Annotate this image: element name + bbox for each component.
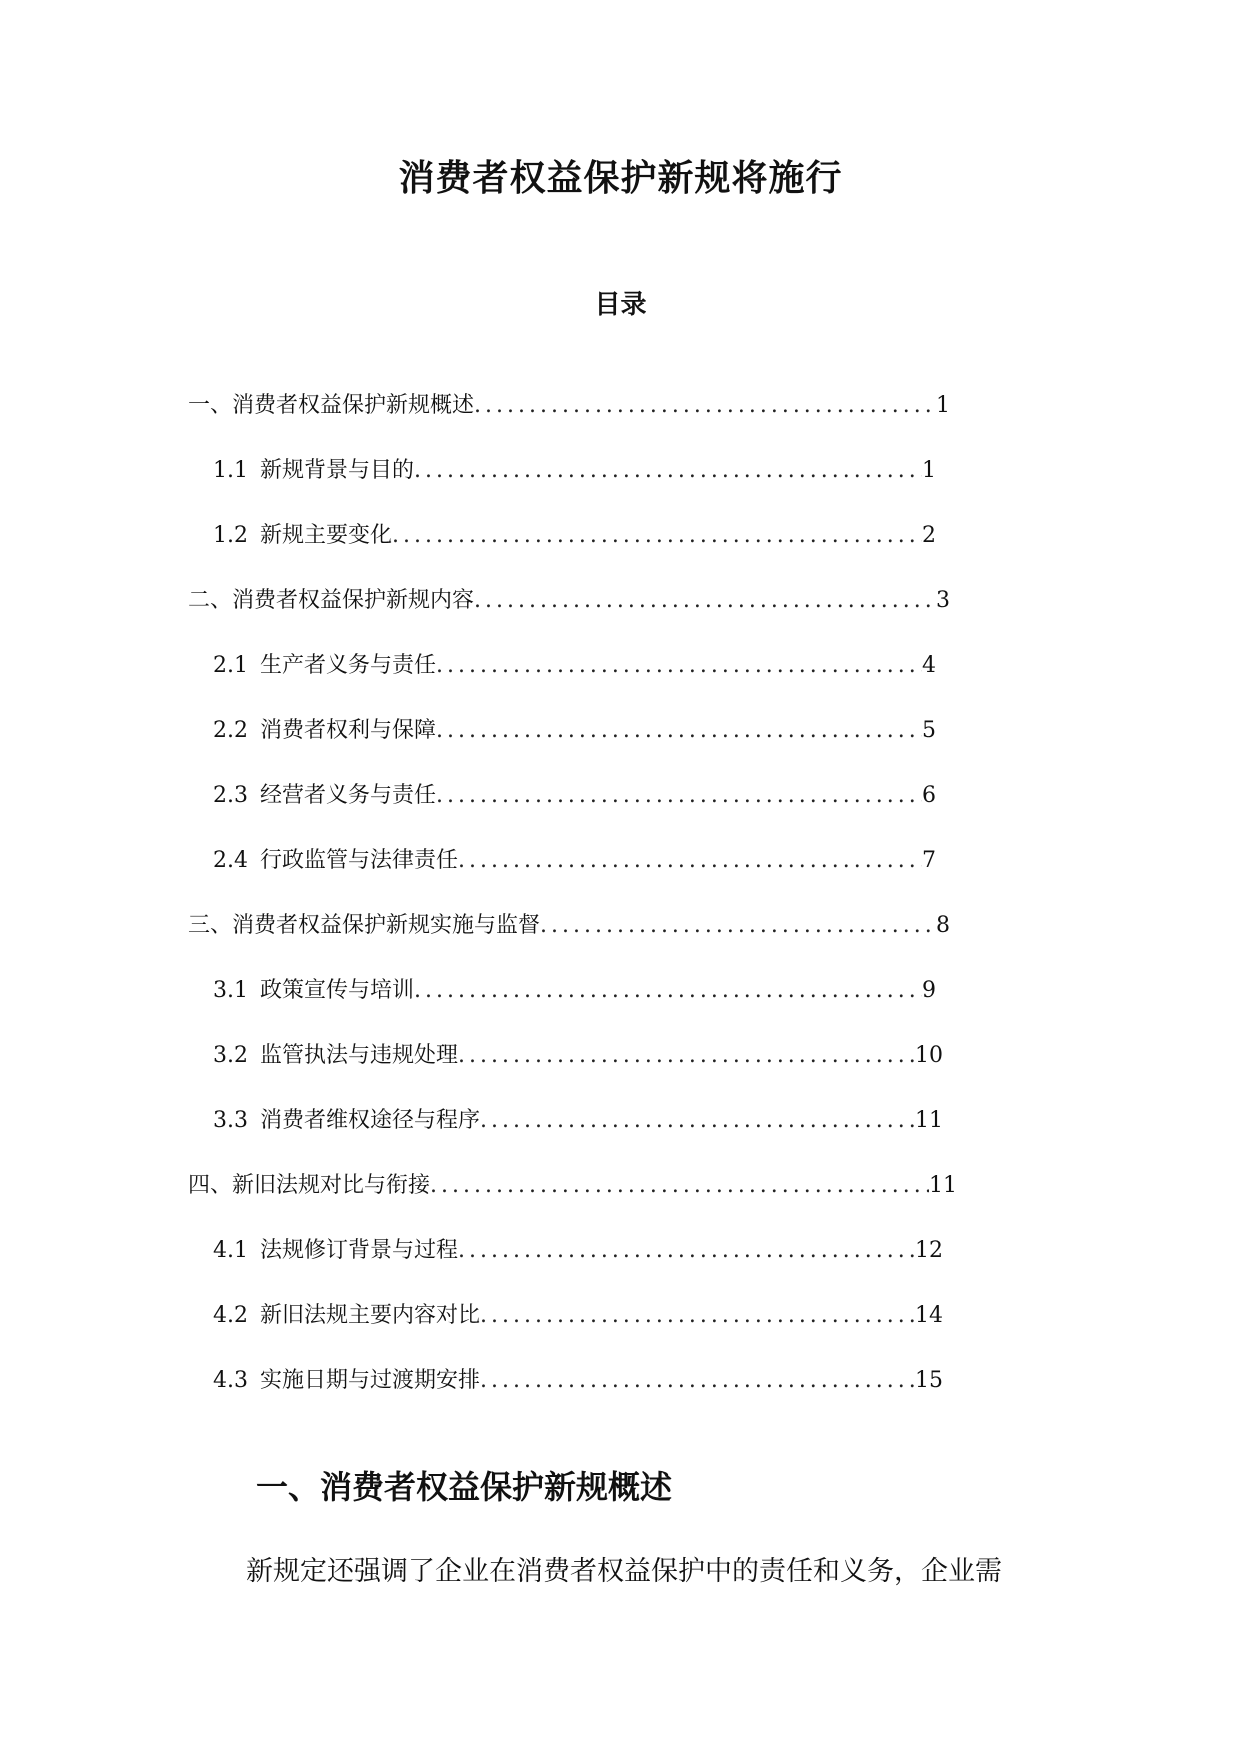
toc-page-number: 1: [936, 393, 950, 418]
toc-heading: 目录: [594, 290, 647, 320]
toc-entry-1[interactable]: [188, 386, 950, 426]
toc-leader-dots: [458, 1231, 915, 1271]
toc-leader-dots: [474, 581, 936, 621]
toc-entry-label: 经营者义务与责任: [260, 783, 437, 808]
toc-page-number: 8: [936, 913, 950, 938]
toc-entry-3-2[interactable]: [213, 1036, 943, 1076]
toc-page-number: 3: [936, 588, 950, 613]
toc-entry-label: 新规主要变化: [260, 523, 393, 548]
toc-entry-2[interactable]: [188, 581, 950, 621]
toc-entry-2-1[interactable]: [213, 646, 936, 686]
toc-entry-label: 政策宣传与培训: [260, 978, 415, 1003]
toc-entry-number: 2.2: [213, 718, 248, 743]
toc-leader-dots: [436, 776, 922, 816]
toc-page-number: 1: [922, 458, 936, 483]
toc-page-number: 12: [915, 1238, 943, 1263]
toc-entry-1-2[interactable]: [213, 516, 936, 556]
toc-entry-2-4[interactable]: [213, 841, 936, 881]
toc-entry-number: 2.1: [213, 653, 248, 678]
toc-entry-2-2[interactable]: [213, 711, 936, 751]
toc-entry-number: 1.2: [213, 523, 248, 548]
toc-leader-dots: [430, 1166, 929, 1206]
toc-entry-label: 生产者义务与责任: [260, 653, 437, 678]
toc-page-number: 9: [922, 978, 936, 1003]
toc-leader-dots: [474, 386, 936, 426]
toc-leader-dots: [480, 1296, 915, 1336]
toc-entry-3-3[interactable]: [213, 1101, 943, 1141]
toc-leader-dots: [458, 1036, 915, 1076]
toc-leader-dots: [458, 841, 922, 881]
toc-page-number: 2: [922, 523, 936, 548]
toc-entry-4-2[interactable]: [213, 1296, 943, 1336]
toc-entry-number: 3.3: [213, 1108, 248, 1133]
toc-leader-dots: [540, 906, 936, 946]
toc-leader-dots: [436, 711, 922, 751]
toc-entry-2-3[interactable]: [213, 776, 936, 816]
toc-entry-number: 4.1: [213, 1238, 248, 1263]
toc-entry-number: 4.2: [213, 1303, 248, 1328]
toc-entry-3-1[interactable]: [213, 971, 936, 1011]
toc-entry-label: 一、消费者权益保护新规概述: [188, 393, 475, 418]
toc-entry-label: 新旧法规主要内容对比: [260, 1303, 481, 1328]
toc-page-number: 5: [922, 718, 936, 743]
toc-entry-number: 3.1: [213, 978, 248, 1003]
toc-page-number: 10: [915, 1043, 943, 1068]
toc-entry-number: 3.2: [213, 1043, 248, 1068]
toc-page-number: 11: [915, 1108, 943, 1133]
toc-entry-label: 行政监管与法律责任: [260, 848, 459, 873]
toc-entry-4-3[interactable]: [213, 1361, 943, 1401]
toc-leader-dots: [414, 971, 922, 1011]
toc-entry-label: 实施日期与过渡期安排: [260, 1368, 481, 1393]
toc-entry-number: 2.3: [213, 783, 248, 808]
toc-page-number: 6: [922, 783, 936, 808]
toc-entry-label: 三、消费者权益保护新规实施与监督: [188, 913, 541, 938]
body-paragraph: 新规定还强调了企业在消费者权益保护中的责任和义务，企业需: [246, 1556, 1002, 1587]
toc-page-number: 11: [929, 1173, 957, 1198]
toc-entry-label: 消费者维权途径与程序: [260, 1108, 481, 1133]
toc-entry-label: 四、新旧法规对比与衔接: [188, 1173, 431, 1198]
toc-entry-number: 4.3: [213, 1368, 248, 1393]
toc-leader-dots: [436, 646, 922, 686]
toc-entry-number: 2.4: [213, 848, 248, 873]
section-heading: 一、消费者权益保护新规概述: [256, 1468, 673, 1506]
toc-page-number: 7: [922, 848, 936, 873]
toc-page-number: 15: [915, 1368, 943, 1393]
toc-page-number: 4: [922, 653, 936, 678]
toc-entry-label: 法规修订背景与过程: [260, 1238, 459, 1263]
toc-entry-1-1[interactable]: [213, 451, 936, 491]
document-title: 消费者权益保护新规将施行: [398, 157, 843, 199]
toc-entry-4-1[interactable]: [213, 1231, 943, 1271]
toc-page-number: 14: [915, 1303, 943, 1328]
toc-entry-label: 新规背景与目的: [260, 458, 415, 483]
toc-entry-label: 二、消费者权益保护新规内容: [188, 588, 475, 613]
toc-entry-number: 1.1: [213, 458, 248, 483]
toc-leader-dots: [480, 1361, 915, 1401]
toc-entry-4[interactable]: [188, 1166, 957, 1206]
toc-leader-dots: [414, 451, 922, 491]
toc-leader-dots: [392, 516, 922, 556]
toc-entry-3[interactable]: [188, 906, 950, 946]
toc-leader-dots: [480, 1101, 915, 1141]
toc-entry-label: 消费者权利与保障: [260, 718, 437, 743]
toc-entry-label: 监管执法与违规处理: [260, 1043, 459, 1068]
